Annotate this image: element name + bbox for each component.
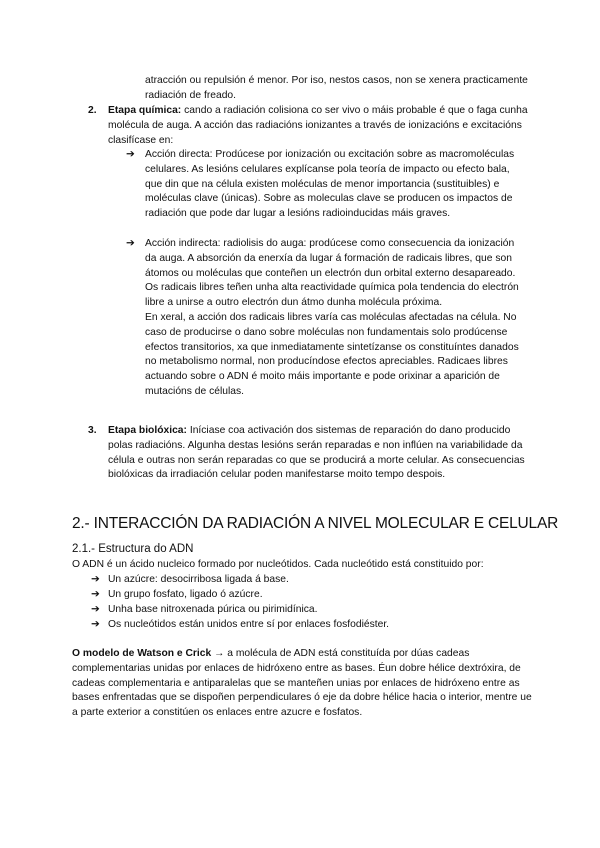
arrow-icon: ➔: [91, 574, 100, 585]
bullet-text: Un grupo fosfato, ligado ó azúcre.: [108, 589, 263, 600]
arrow-icon: ➔: [91, 604, 100, 615]
watson-crick-paragraph: [72, 647, 532, 721]
item-text: cando a radiación colisiona co ser vivo o máis probable é que o faga cunha molécula de auga. A acción das radiacións ionizantes a través de ionizacións e excitacións clasifícase en:: [108, 105, 528, 146]
arrow-icon: ➔: [91, 619, 100, 630]
bullet-text: Unha base nitroxenada púrica ou pirimidínica.: [108, 604, 318, 615]
arrow-icon: ➔: [126, 238, 135, 249]
numbered-item-3: [88, 424, 532, 483]
sub-item-indirect-action: [126, 237, 526, 400]
bullet-item: [91, 618, 389, 633]
bullet-text: Os nucleótidos están unidos entre sí por enlaces fosfodiéster.: [108, 619, 390, 630]
intro-paragraph: O ADN é un ácido nucleico formado por nucleótidos. Cada nucleótido está constituido por:: [72, 559, 484, 570]
model-title: O modelo de Watson e Crick: [72, 648, 212, 659]
section-heading: 2.- INTERACCIÓN DA RADIACIÓN A NIVEL MOLECULAR E CELULAR: [72, 515, 559, 532]
item-number: 3.: [88, 425, 97, 436]
model-text: → a molécula de ADN está constituída por dúas cadeas complementarias unidas por enlaces de hidróxeno entre as bases. Éun dobre hélice dextróxira, de cadeas complementaria e antiparalelas que se manteñen unias por enlaces de hidróxeno entre as bases enfrentadas que se dispoñen perpendiculares ó eje da dobre hélice hacia o interior, mentre ue a parte exterior a constitúen os enlaces entre azucre e fosfatos.: [72, 648, 532, 719]
arrow-icon: ➔: [91, 589, 100, 600]
sub-item-extra-text: En xeral, a acción dos radicais libres varía cas moléculas afectadas na célula. No caso de producirse o dano sobre moléculas non fundamentais solo prodúcense efectos transitorios, xa que inmediatamente sintetízanse os constituíntes danados no metabolismo normal, non producíndose efectos apreciables. Radicaes libres actuando sobre o ADN é moito máis importante e pode orixinar a aparición de mutacións de células.: [145, 311, 519, 397]
item-body: [108, 104, 532, 148]
sub-item-text: Acción indirecta: radiolisis do auga: prodúcese como consecuencia da ionización da auga. A absorción da enerxía da lugar á formación de radicais libres, que son átomos ou moléculas que conteñen un electrón dun orbital externo desapareado. Os radicais libres teñen unha alta reactividade química pola tendencia do electrón libre a unirse a outro electrón dun átmo dunha molécula próxima.: [145, 238, 519, 309]
bullet-item: [91, 588, 263, 603]
numbered-item-2: [88, 104, 532, 148]
continuation-paragraph: atracción ou repulsión é menor. Por iso, nestos casos, non se xenera practicamente radiación de freado.: [145, 75, 528, 101]
bullet-text: Un azúcre: desocirribosa ligada á base.: [108, 574, 289, 585]
item-number: 2.: [88, 105, 97, 116]
item-title: Etapa biolóxica:: [108, 425, 187, 436]
item-text: Iníciase coa activación dos sistemas de reparación do dano producido polas radiacións. Algunha destas lesións serán reparadas e non inflúen na variabilidade da célula e outras non serán reparadas co que se producirá a morte celular. As consecuencias biolóxicas da irradiación celular poden manifestarse moito tempo despois.: [108, 425, 525, 481]
arrow-icon: ➔: [126, 149, 135, 160]
item-title: Etapa química:: [108, 105, 182, 116]
item-body: [108, 424, 532, 483]
bullet-item: [91, 573, 289, 588]
sub-item-direct-action: [126, 148, 526, 222]
bullet-item: [91, 603, 318, 618]
sub-item-text: Acción directa: Prodúcese por ionización ou excitación sobre as macromoléculas celulares. As lesións celulares explícanse pola teoría de impacto ou efecto bala, que din que na célula existen moléculas de menor importancia (sustituibles) e moléculas clave (únicas). Sobre as moleculas clave se producen os impactos de radiación que pode dar lugar a lesións radioinducidas máis graves.: [145, 149, 515, 220]
subsection-heading: 2.1.- Estructura do ADN: [72, 543, 194, 555]
